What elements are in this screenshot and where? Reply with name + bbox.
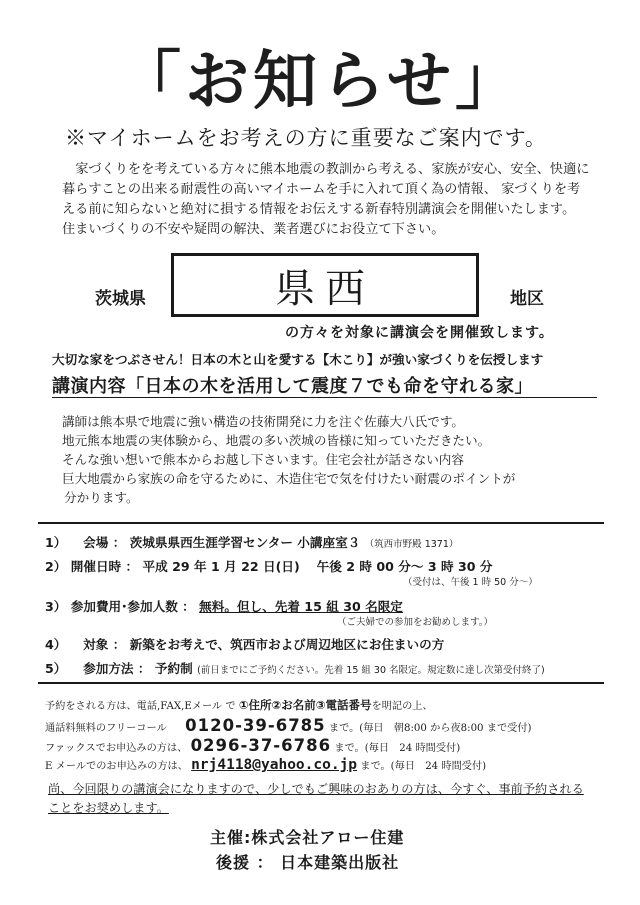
- detail-label: 開催日時 ：: [70, 559, 139, 574]
- fax-number[interactable]: 0296-37-6786: [190, 736, 332, 755]
- detail-label: 参加費用･参加人数 ：: [70, 599, 195, 614]
- lecture-title: [52, 372, 533, 398]
- lecture-title-underline: [52, 397, 597, 398]
- lecture-description-line: 巨大地震から家族の命を守るために、木造住宅で気を付けたい耐震のポイントが: [62, 471, 516, 486]
- divider: [38, 522, 604, 524]
- email-label: E メールでのお申込みの方は、: [45, 761, 188, 772]
- lecture-title-label: 講演内容: [52, 376, 126, 397]
- detail-fee: [45, 596, 403, 615]
- page-subtitle: ※マイホームをお考えの方に重要なご案内です。: [65, 126, 547, 150]
- contact-fax-row: [45, 736, 460, 755]
- detail-number: 1）: [45, 535, 67, 550]
- intro-line: 家づくりをを考えている方々に熊本地震の教訓から考える、家族が安心、安全、快適に: [75, 162, 590, 177]
- detail-datetime-note: （受付は、午後 1 時 50 分～）: [403, 577, 538, 588]
- detail-datetime: [45, 556, 492, 575]
- page-title: 「お知らせ」: [116, 44, 524, 119]
- lecture-description: [62, 412, 602, 507]
- detail-label: 対象 ：: [83, 637, 126, 652]
- detail-fee-note: （ご夫婦での参加をお勧めします。）: [337, 617, 493, 628]
- intro-line: 住まいづくりの不安や疑問の解決、業者選びにお役立て下さい。: [62, 222, 445, 237]
- lecture-description-line: 分かります。: [64, 490, 139, 505]
- lecture-description-line: 講師は熊本県で地震に強い構造の技術開発に力を注ぐ佐藤大八氏です。: [62, 414, 464, 429]
- detail-value: 茨城県県西生涯学習センター 小講座室３: [129, 535, 361, 550]
- closing-notice: 尚、今回限りの講演会になりますので、少しでもご興味のおありの方は、今すぐ、事前予約される ことをお奨めします。: [48, 782, 584, 815]
- detail-value: 平成 29 年 1 月 22 日(日) 午後 2 時 00 分～ 3 時 30 分: [142, 559, 493, 574]
- intro-line: える前に知らないと絶対に損する情報をお伝えする新春特別講演会を開催いたします。: [62, 202, 576, 217]
- detail-venue: [45, 532, 458, 551]
- intro-paragraph: [62, 160, 602, 240]
- fax-label: ファックスでお申込みの方は、: [45, 743, 188, 754]
- detail-note: (前日までにご予約ください。先着 15 組 30 名限定。規定数に達し次第受付終了): [197, 665, 545, 676]
- detail-value: 無料。但し、先着 15 組 30 名限定: [199, 599, 403, 614]
- organizer: 主催:株式会社アロー住建: [210, 828, 405, 847]
- region-box: [171, 253, 479, 317]
- area-label: 地区: [510, 289, 544, 309]
- fax-hours: まで。(毎日 24 時間受付): [334, 743, 461, 754]
- lecture-tagline: 大切な家をつぶさせん！日本の木と山を愛する【木こり】が強い家づくりを伝授します: [52, 352, 544, 367]
- intro-line: 暮らすことの出来る耐震性の高いマイホームを手に入れて頂く為の情報、 家づくりを考: [62, 182, 581, 197]
- tel-number[interactable]: 0120-39-6785: [185, 716, 326, 735]
- contact-intro-text: 予約をされる方は、電話,FAX,Eメール で: [45, 701, 236, 712]
- contact-required-items: ①住所②お名前③電話番号: [238, 698, 372, 712]
- target-audience-line: の方々を対象に講演会を開催致します。: [285, 325, 554, 341]
- contact-email-row: [45, 757, 486, 773]
- detail-method: [45, 658, 545, 677]
- detail-label: 会場 ：: [83, 535, 126, 550]
- lecture-description-line: 地元熊本地震の実体験から、地震の多い茨城の皆様に知っていただきたい。: [62, 433, 491, 448]
- prefecture-label: 茨城県: [95, 289, 146, 309]
- supporter: 後援 ： 日本建築出版社: [216, 853, 400, 872]
- detail-number: 2）: [45, 559, 67, 574]
- detail-number: 3）: [45, 599, 67, 614]
- lecture-description-line: そんな強い想いで熊本からお越し下さいます。住宅会社が話さない内容: [62, 452, 464, 467]
- detail-number: 5）: [45, 661, 67, 676]
- region-name: 県西: [275, 265, 375, 312]
- detail-label: 参加方法 ：: [83, 661, 151, 676]
- contact-intro: [45, 697, 433, 713]
- detail-note: （筑西市野殿 1371）: [364, 539, 459, 550]
- detail-number: 4）: [45, 637, 67, 652]
- lecture-title-text: 「日本の木を活用して震度７でも命を守れる家」: [126, 376, 533, 397]
- tel-hours: まで。(毎日 朝8:00 から夜8:00 まで受付): [328, 723, 532, 734]
- email-address[interactable]: nrj4118@yahoo.co.jp: [191, 757, 358, 773]
- email-hours: まで。(毎日 24 時間受付): [360, 761, 487, 772]
- tel-label: 通話料無料のフリーコール: [45, 723, 167, 734]
- detail-value: 新築をお考えで、筑西市および周辺地区にお住まいの方: [129, 637, 445, 652]
- detail-audience: [45, 634, 444, 653]
- contact-intro-suffix: を明記の上、: [371, 701, 433, 712]
- contact-tel-row: [45, 716, 532, 735]
- divider: [38, 682, 604, 684]
- detail-value: 予約制: [154, 661, 193, 676]
